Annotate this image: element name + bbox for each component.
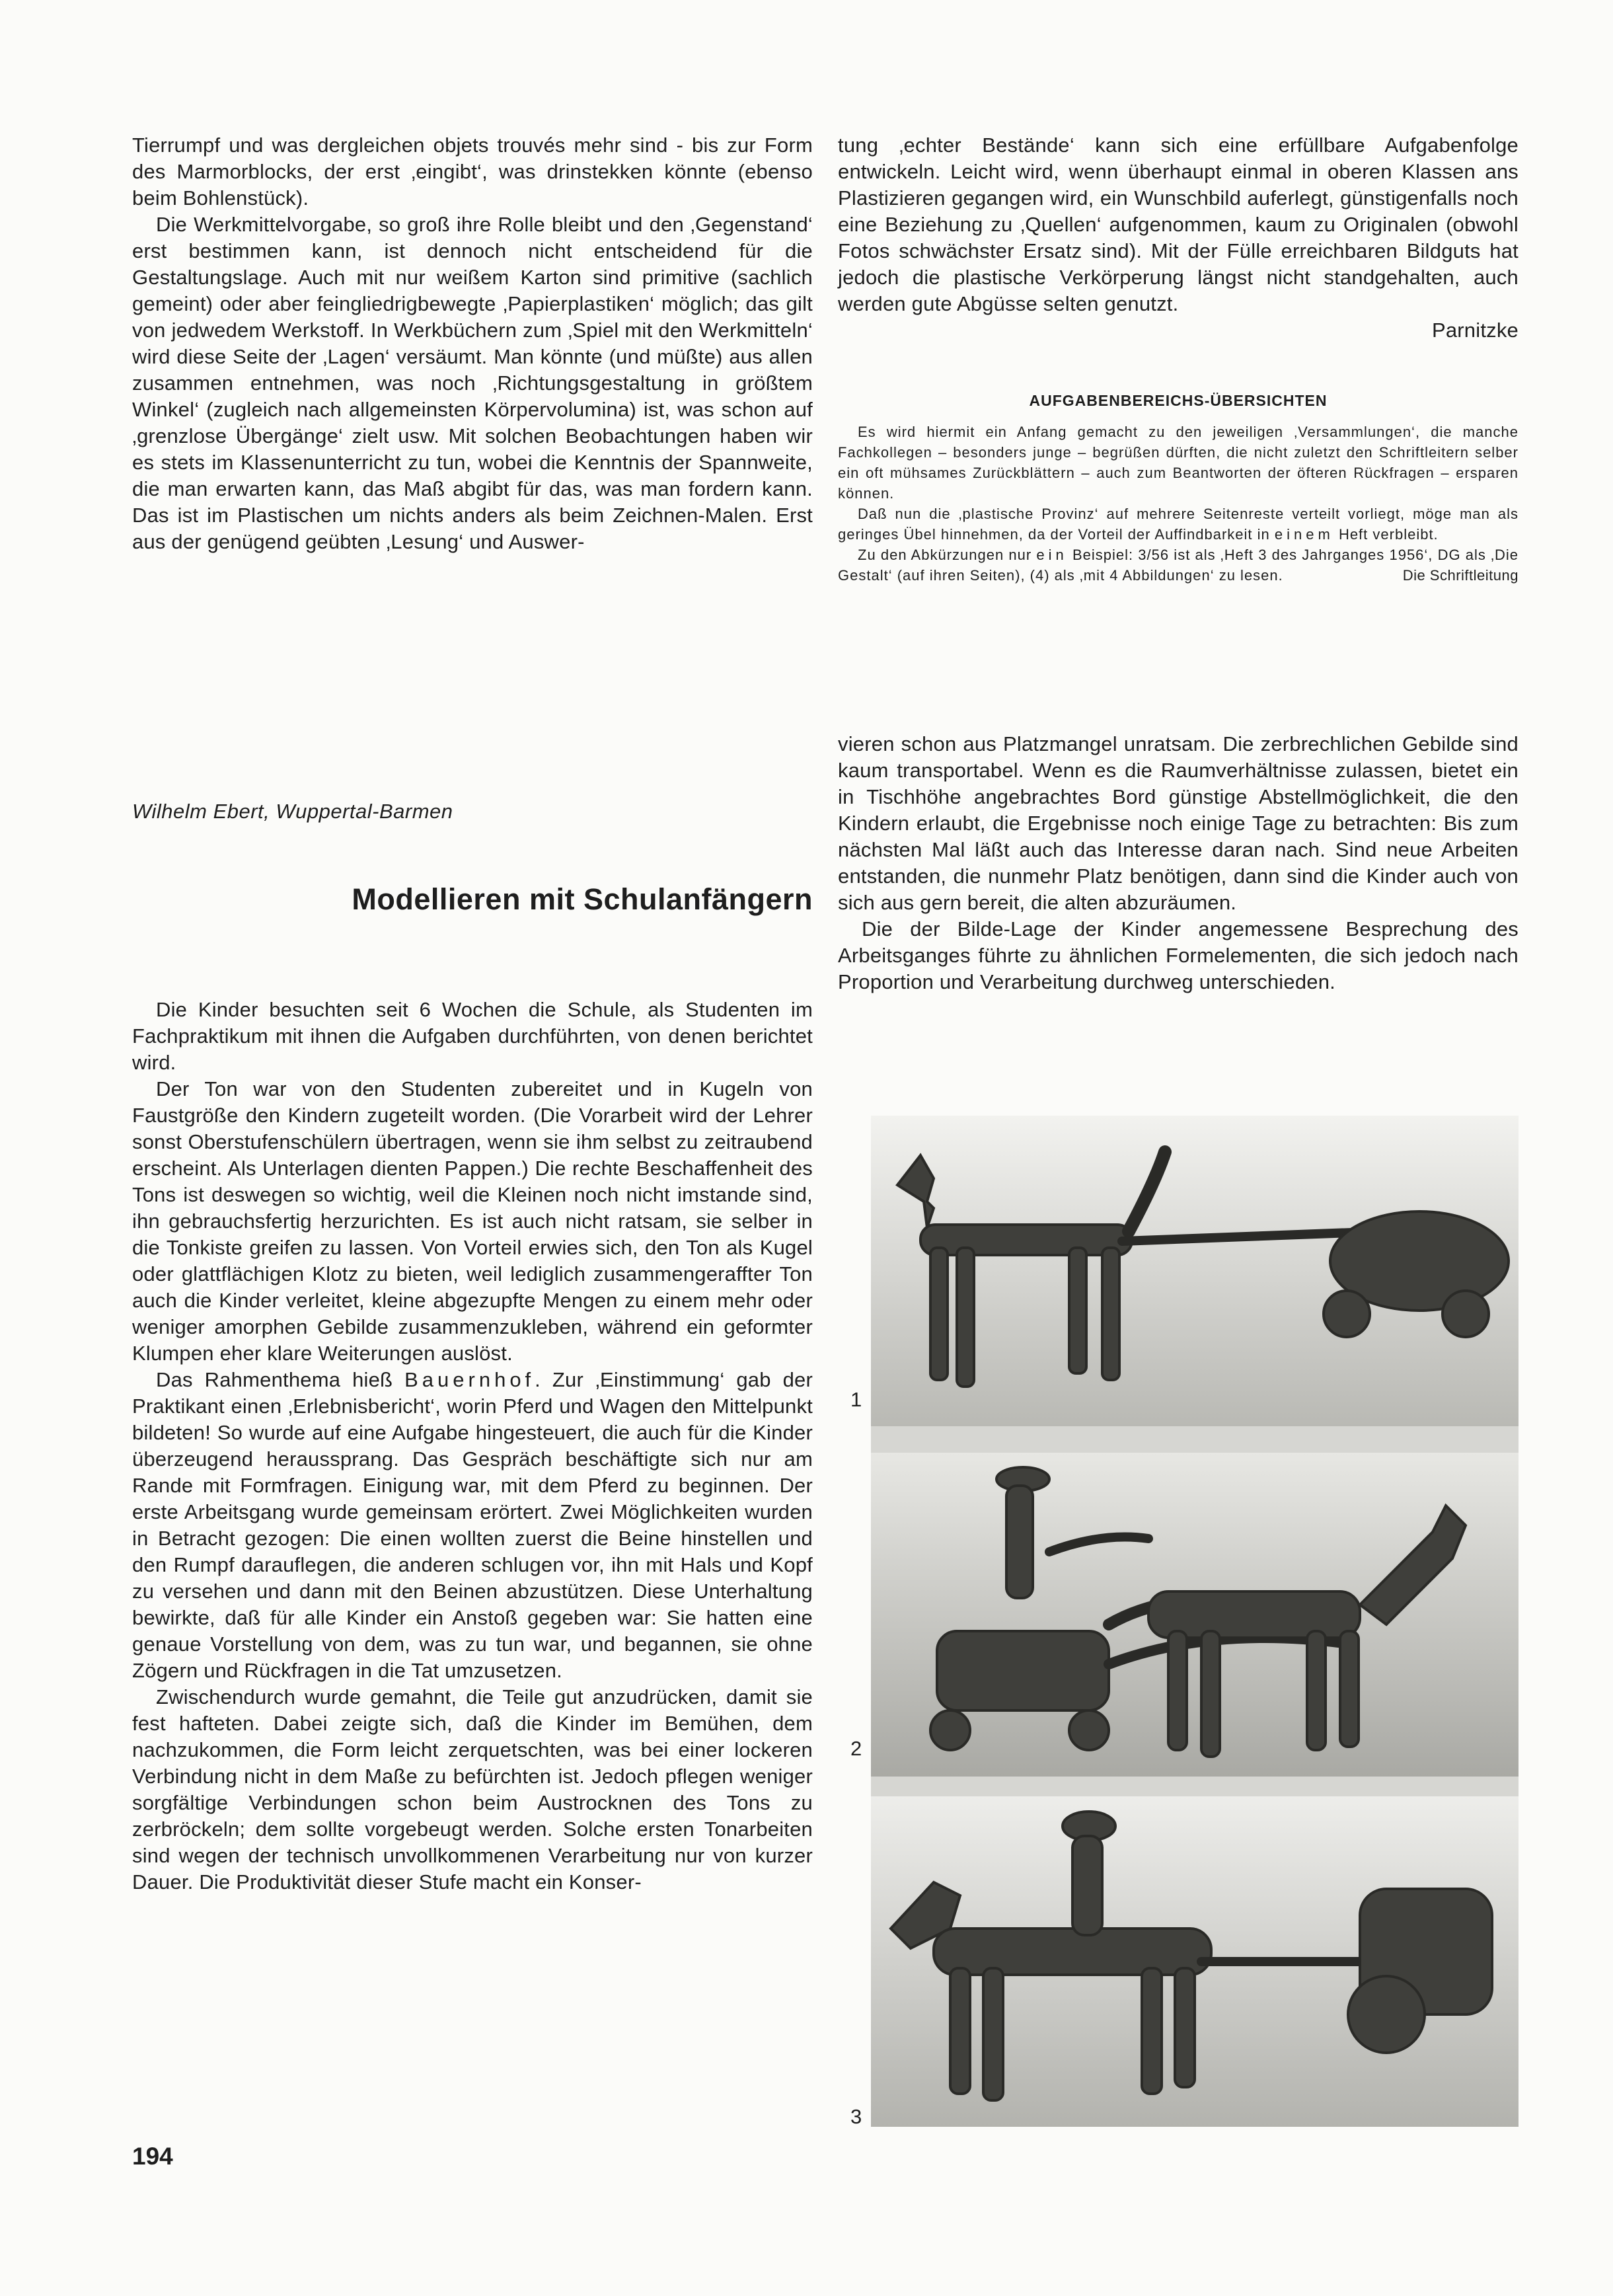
signature-line [838,317,1519,344]
article-paragraph: Das Rahmenthema hieß Bauernhof. Zur ‚Einstimmung‘ gab der Praktikant einen ‚Erlebnisbericht‘, worin Pferd und Wagen den Mittelpunkt bildeten! So wurde auf eine Aufgabe hingesteuert, die auch für die Kinder überzeugend heraussprang. Das Gespräch beschäftigte sich nur am Rande mit Formfragen. Einigung war, mit dem Pferd zu beginnen. Der erste Arbeitsgang wurde gemeinsam erörtert. Zwei Möglichkeiten wurden in Betracht gezogen: Die einen wollten zuerst die Beine hinstellen und den Rumpf darauflegen, die anderen schlugen vor, ihn mit Hals und Kopf zu versehen und dann mit den Beinen abzustützen. Diese Unterhaltung bewirkte, daß für alle Kinder ein Anstoß gegeben war: Sie hatten eine genaue Vorstellung von dem, was zu tun war, und begannen, sie ohne Zögern und Rückfragen in die Tat umzusetzen. [132,1368,813,1682]
photo-1 [871,1116,1519,1426]
top-left-column [132,132,813,555]
overview-notice [838,422,1519,586]
photo-3 [871,1796,1519,2127]
article-paragraph: Der Ton war von den Studenten zubereitet und in Kugeln von Faustgröße den Kindern zugeteilt worden. (Die Vorarbeit wird der Lehrer sonst Oberstufenschülern übertragen, wenn sie ihm selbst zu zeitraubend erscheint. Als Unterlagen dienten Pappen.) Die rechte Beschaffenheit des Tons ist deswegen so wichtig, weil die Kleinen noch nicht imstande sind, ihn gebrauchsfertig herzurichten. Es ist auch nicht ratsam, sie selber in die Tonkiste greifen zu lassen. Von Vorteil erwies sich, den Ton als Kugel oder glattflächigen Klotz zu bieten, weil lediglich zusammengeraffter Ton auch die Kinder verleitet, kleine abgezupfte Mengen zu einem mehr oder weniger amorphen Gebilde zusammenzukleben, während ein geformter Klumpen eher klare Weiterungen auslöst. [132,1077,813,1365]
photo-2 [871,1453,1519,1777]
clay-figures-photo [871,1116,1519,2127]
top-right-column [838,132,1519,344]
clay-figures-illustration [871,1116,1519,2127]
article-left-column [132,997,813,1895]
figure-number: 1 [850,1388,862,1411]
overview-paragraph: Zu den Abkürzungen nur ein Beispiel: 3/56 ist als ‚Heft 3 des Jahrganges 1956‘, DG als ‚Die Gestalt‘ (auf ihren Seiten), (4) als ‚mit 4 Abbildungen‘ zu lesen. Die Schriftleitung [838,545,1519,586]
page-number: 194 [132,2143,173,2170]
overview-paragraph: Daß nun die ‚plastische Provinz‘ auf mehrere Seitenreste verteilt vorliegt, möge man als geringes Übel hinnehmen, da der Vorteil der Auffindbarkeit in einem Heft verbleibt. [838,506,1519,543]
text-paragraph: Die Werkmittelvorgabe, so groß ihre Rolle bleibt und den ‚Gegenstand‘ erst bestimmen kann, ist dennoch nicht entscheidend für die Gestaltungslage. Auch mit nur weißem Karton sind primitive (sachlich gemeint) oder aber feingliedrigbewegte ‚Papierplastiken‘ möglich; das gilt von jedwedem Werkstoff. In Werkbüchern zum ‚Spiel mit den Werkmitteln‘ wird diese Seite der ‚Lagen‘ versäumt. Man könnte (und müßte) aus allen zusammen entnehmen, was noch ‚Richtungsgestaltung in größtem Winkel‘ (zugleich nach allgemeinsten Körpervolumina) ist, was schon auf ‚grenzlose Übergänge‘ zielt usw. Mit solchen Beobachtungen haben wir es stets im Klassenunterricht zu tun, wobei die Kenntnis der Spannweite, die man erwarten kann, das Maß abgibt für das, was man fordern kann. Das ist im Plastischen um nichts anders als beim Zeichnen-Malen. Erst aus der genügend geübten ‚Lesung‘ und Auswer- [132,213,813,553]
text-paragraph: tung ‚echter Bestände‘ kann sich eine erfüllbare Aufgabenfolge entwickeln. Leicht wird, wenn überhaupt einmal in oberen Klassen ans Plastizieren gegangen wird, ein Wunschbild auferlegt, günstigenfalls noch eine Beziehung zu ‚Quellen‘ aufgenommen, kaum zu Originalen (obwohl Fotos schwächster Ersatz sind). Mit der Fülle erreichbaren Bildguts hat jedoch die plastische Verkörperung längst nicht standgehalten, auch werden gute Abgüsse selten genutzt. [838,134,1519,315]
article-paragraph: Die Kinder besuchten seit 6 Wochen die Schule, als Studenten im Fachpraktikum mit ihnen die Aufgaben durchführten, von denen berichtet wird. [132,998,813,1074]
article-right-column [838,731,1519,995]
article-paragraph: Die der Bilde-Lage der Kinder angemessene Besprechung des Arbeitsganges führte zu ähnlichen Formelementen, die sich jedoch nach Proportion und Verarbeitung durchweg unterschieden. [838,917,1519,993]
figure-number: 3 [850,2105,862,2128]
figure-number: 2 [850,1737,862,1760]
overview-paragraph: Es wird hiermit ein Anfang gemacht zu den jeweiligen ‚Versammlungen‘, die manche Fachkollegen – besonders junge – begrüßen dürften, die nicht zuletzt den Schriftleitern selber ein oft mühsames Zurückblättern – auch zum Beantworten der öfteren Rückfragen – ersparen können. [838,424,1519,502]
text-paragraph: Tierrumpf und was dergleichen objets trouvés mehr sind - bis zur Form des Marmorblocks, der erst ‚eingibt‘, was drinstekken könnte (ebenso beim Bohlenstück). [132,134,813,210]
overview-heading: AUFGABENBEREICHS-ÜBERSICHTEN [1029,392,1328,409]
article-paragraph: vieren schon aus Platzmangel unratsam. Die zerbrechlichen Gebilde sind kaum transportabel. Wenn es die Raumverhältnisse zulassen, bietet ein in Tischhöhe angebrachtes Bord günstige Abstellmöglichkeit, die den Kindern erlaubt, die Ergebnisse noch einige Tage zu betrachten: Bis zum nächsten Mal läßt auch das Interesse daran nach. Sind neue Arbeiten entstanden, die nunmehr Platz benötigen, dann sind die Kinder auch von sich aus gern bereit, die alten abzuräumen. [838,732,1519,914]
article-author: Wilhelm Ebert, Wuppertal-Barmen [132,800,453,823]
signature-parnitzke: Parnitzke [1431,319,1519,342]
article-title: Modellieren mit Schulanfängern [352,882,813,916]
article-paragraph: Zwischendurch wurde gemahnt, die Teile gut anzudrücken, damit sie fest hafteten. Dabei zeigte sich, daß die Kinder im Bemühen, dem nachzukommen, die Form leicht zerquetschten, was bei einer lockeren Verbindung nicht in dem Maße zu befürchten ist. Jedoch pflegen weniger sorgfältige Verbindungen schon beim Austrocknen des Tons zu zerbröckeln; dem sollte vorgebeugt werden. Solche ersten Tonarbeiten sind wegen der technisch unvollkommenen Verarbeitung nur von kurzer Dauer. Die Produktivität dieser Stufe macht ein Konser- [132,1685,813,1894]
signature-schriftleitung: Die Schriftleitung [1402,567,1519,584]
